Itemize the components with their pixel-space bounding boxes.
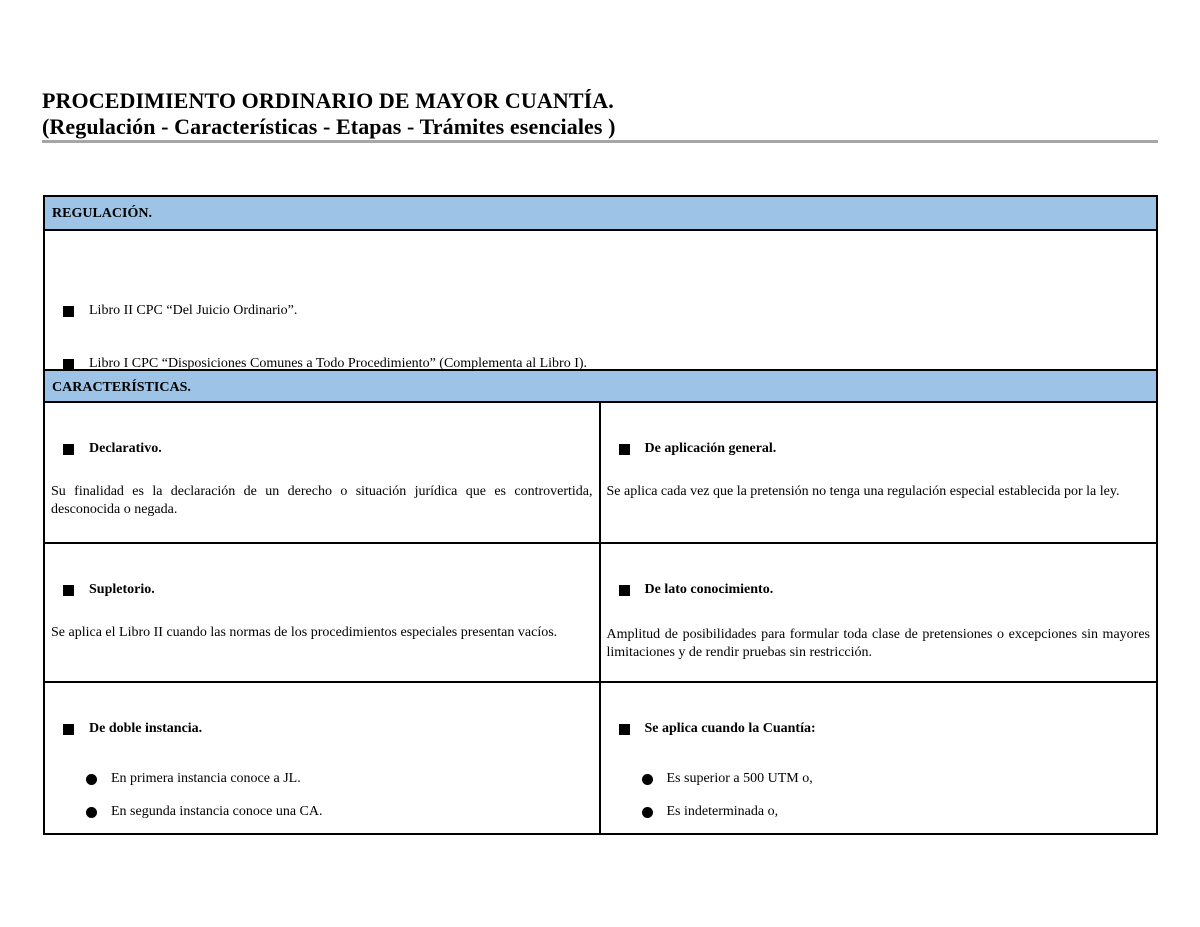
caracteristicas-row <box>45 403 1156 542</box>
square-bullet-icon <box>63 444 74 455</box>
cell-description: Se aplica cada vez que la pretensión no tenga una regulación especial establecida por la ley. <box>606 484 1120 499</box>
square-bullet-icon <box>619 724 630 735</box>
cell-heading-text: De aplicación general. <box>644 441 777 456</box>
regulacion-item <box>63 356 587 372</box>
cell-description: Amplitud de posibilidades para formular toda clase de pretensiones o excepciones sin mayores limitaciones y de rendir pruebas sin restricción. <box>606 627 1150 660</box>
cell-heading-text: De lato conocimiento. <box>644 582 774 597</box>
document-title-line-1: PROCEDIMIENTO ORDINARIO DE MAYOR CUANTÍA. <box>42 88 614 113</box>
regulacion-body <box>45 231 1156 369</box>
cell-description: Su finalidad es la declaración de un derecho o situación jurídica que es controvertida, desconocida o negada. <box>51 484 593 517</box>
round-bullet-icon <box>642 774 653 785</box>
list-item-text: Es indeterminada o, <box>666 804 779 819</box>
regulacion-item <box>63 303 297 319</box>
document-title-line-2: (Regulación - Características - Etapas - Trámites esenciales ) <box>42 114 616 139</box>
caracteristicas-row <box>45 542 1156 681</box>
list-item <box>642 804 779 820</box>
square-bullet-icon <box>63 585 74 596</box>
cell-heading <box>63 582 155 598</box>
caracteristicas-row <box>45 681 1156 833</box>
cell-heading <box>619 721 816 737</box>
list-item <box>86 804 323 820</box>
cell-heading <box>63 441 162 457</box>
list-item <box>86 771 301 787</box>
title-divider <box>42 140 1158 143</box>
square-bullet-icon <box>63 724 74 735</box>
list-item-text: Es superior a 500 UTM o, <box>666 771 813 786</box>
cell-heading <box>619 582 774 598</box>
content-table <box>43 195 1158 835</box>
caracteristica-cell-supletorio <box>45 544 601 681</box>
caracteristica-cell-lato-conocimiento <box>601 544 1157 681</box>
cell-heading-text: De doble instancia. <box>89 721 203 736</box>
list-item-text: En segunda instancia conoce una CA. <box>111 804 323 819</box>
caracteristica-cell-aplicacion-general <box>601 403 1157 542</box>
cell-heading <box>619 441 777 457</box>
cell-description: Se aplica el Libro II cuando las normas de los procedimientos especiales presentan vacíos. <box>51 625 558 640</box>
cell-heading-text: Supletorio. <box>89 582 155 597</box>
regulacion-item-text: Libro I CPC “Disposiciones Comunes a Todo Procedimiento” (Complementa al Libro I). <box>89 356 588 371</box>
square-bullet-icon <box>63 306 74 317</box>
round-bullet-icon <box>642 807 653 818</box>
section-header-caracteristicas: CARACTERÍSTICAS. <box>45 369 1156 403</box>
list-item <box>642 771 813 787</box>
square-bullet-icon <box>619 585 630 596</box>
round-bullet-icon <box>86 807 97 818</box>
caracteristica-cell-cuantia <box>601 683 1157 833</box>
square-bullet-icon <box>619 444 630 455</box>
cell-heading-text: Declarativo. <box>89 441 162 456</box>
round-bullet-icon <box>86 774 97 785</box>
cell-heading-text: Se aplica cuando la Cuantía: <box>644 721 816 736</box>
list-item-text: En primera instancia conoce a JL. <box>111 771 301 786</box>
section-header-regulacion: REGULACIÓN. <box>45 197 1156 231</box>
regulacion-item-text: Libro II CPC “Del Juicio Ordinario”. <box>89 303 298 318</box>
cell-heading <box>63 721 202 737</box>
square-bullet-icon <box>63 359 74 370</box>
document-title <box>42 88 1158 140</box>
caracteristica-cell-doble-instancia <box>45 683 601 833</box>
caracteristica-cell-declarativo <box>45 403 601 542</box>
